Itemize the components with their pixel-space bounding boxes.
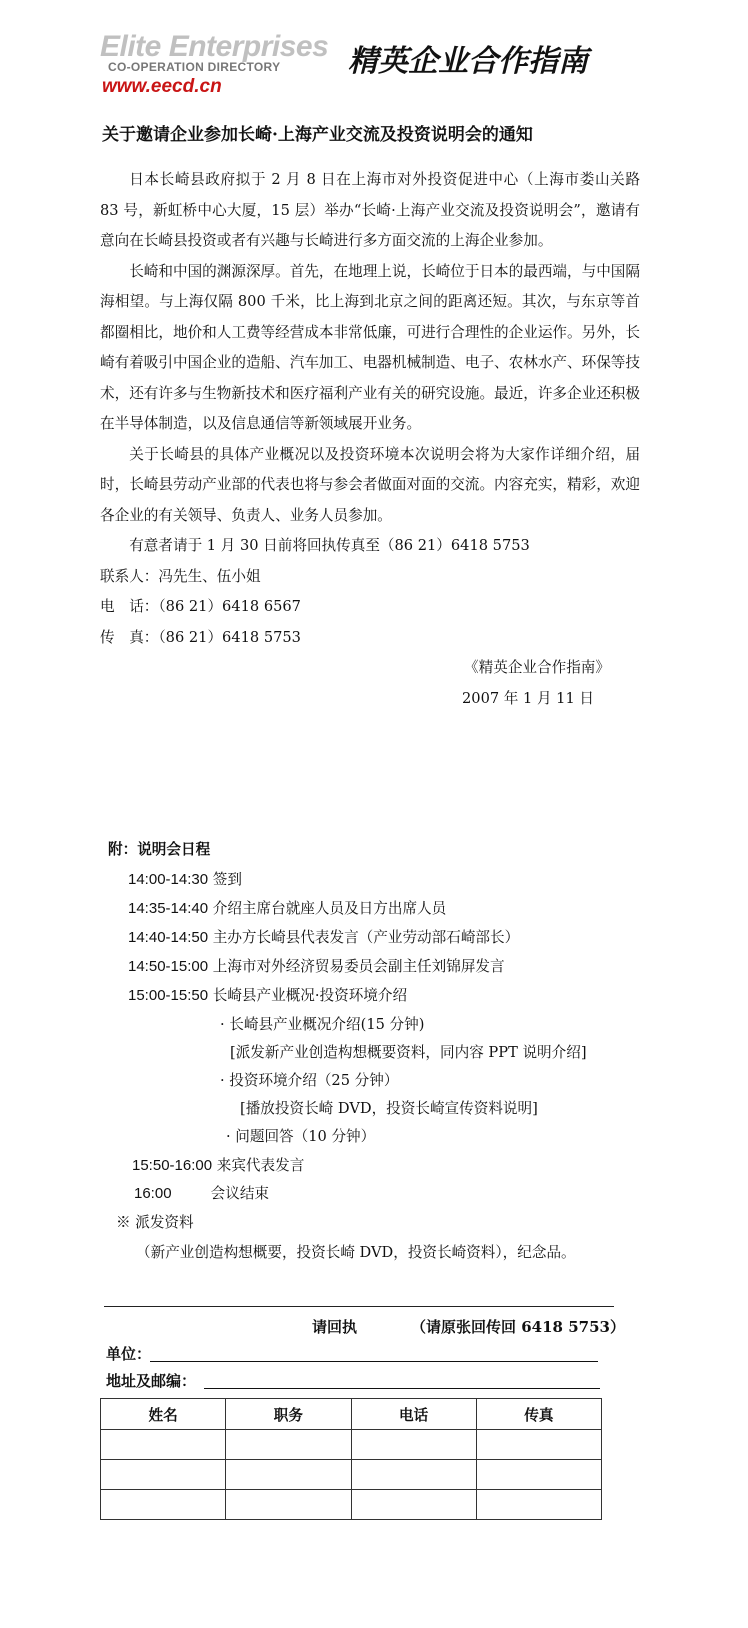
logo-chinese-name: 精英企业合作指南: [348, 44, 588, 79]
schedule-time: 15:50-16:00: [132, 1157, 213, 1174]
materials-text: （新产业创造构想概要，投资长崎 DVD，投资长崎资料），纪念品。: [136, 1244, 576, 1261]
schedule-time: 16:00: [134, 1185, 172, 1202]
schedule-text: 上海市对外经济贸易委员会副主任刘锦屏发言: [212, 958, 505, 975]
signature-org: 《精英企业合作指南》: [464, 659, 610, 676]
schedule-text: 来宾代表发言: [216, 1157, 305, 1174]
column-header-fax: 传真: [476, 1399, 601, 1430]
reply-title: 请回执: [312, 1318, 358, 1336]
brand-logo: [100, 30, 640, 102]
table-cell[interactable]: [351, 1460, 476, 1490]
reply-note: （请原张回传回 6418 5753）: [411, 1318, 625, 1336]
table-cell[interactable]: [476, 1460, 601, 1490]
schedule-text: 主办方长崎县代表发言（产业劳动部石崎部长）: [212, 929, 520, 946]
paragraph-intro: 日本长崎县政府拟于 2 月 8 日在上海市对外投资促进中心（上海市娄山关路 83 号，新虹桥中心大厦，15 层）举办“长崎·上海产业交流及投资说明会”，邀请有意向在长崎县投资或者有兴趣与长崎进行多方面交流的上海企业参加。: [100, 171, 640, 249]
divider: [104, 1306, 614, 1307]
schedule-subitem-note: [派发新产业创造构想概要资料，同内容 PPT 说明介绍]: [230, 1044, 587, 1061]
table-row: [101, 1430, 602, 1460]
logo-url: www.eecd.cn: [102, 76, 222, 97]
schedule-item: [132, 1154, 304, 1175]
notice-title: 关于邀请企业参加长崎·上海产业交流及投资说明会的通知: [102, 125, 533, 145]
schedule-subitem: · 投资环境介绍（25 分钟）: [220, 1072, 399, 1089]
table-cell[interactable]: [101, 1430, 226, 1460]
paragraph-background: 长崎和中国的渊源深厚。首先，在地理上说，长崎位于日本的最西端，与中国隔海相望。与上海仅隔 800 千米，比上海到北京之间的距离还短。其次，与东京等首都圈相比，地价和人工费等经营成本非常低廉，可进行合理性的企业运作。另外，长崎有着吸引中国企业的造船、汽车加工、电器机械制造、电子、农林水产、环保等技术，还有许多与生物新技术和医疗福利产业有关的研究设施。最近，许多企业还积极在半导体制造，以及信息通信等新领域展开业务。: [100, 262, 640, 432]
schedule-text: 会议结束: [210, 1185, 270, 1202]
schedule-item: [134, 1182, 269, 1203]
unit-input-line[interactable]: [150, 1361, 598, 1362]
column-header-phone: 电话: [351, 1399, 476, 1430]
schedule-item: [128, 868, 242, 889]
table-cell[interactable]: [476, 1490, 601, 1520]
schedule-time: 14:50-15:00: [128, 958, 209, 975]
reply-heading: [312, 1316, 625, 1337]
column-header-name: 姓名: [101, 1399, 226, 1430]
table-header-row: [101, 1399, 602, 1430]
table-row: [101, 1490, 602, 1520]
table-cell[interactable]: [351, 1490, 476, 1520]
reply-table: [100, 1398, 602, 1520]
schedule-subitem: · 长崎县产业概况介绍(15 分钟): [220, 1016, 425, 1033]
address-label: 地址及邮编：: [106, 1372, 197, 1390]
schedule-time: 15:00-15:50: [128, 987, 209, 1004]
paragraph-details: 关于长崎县的具体产业概况以及投资环境本次说明会将为大家作详细介绍，届时，长崎县劳动产业部的代表也将与参会者做面对面的交流。内容充实，精彩，欢迎各企业的有关领导、负责人、业务人员参加。: [100, 445, 640, 524]
signature-date: 2007 年 1 月 11 日: [462, 689, 594, 707]
schedule-item: [128, 984, 407, 1005]
column-header-title: 职务: [226, 1399, 351, 1430]
contact-person: 联系人：冯先生、伍小姐: [100, 567, 261, 585]
contact-fax: 传 真：（86 21）6418 5753: [100, 628, 301, 646]
table-row: [101, 1460, 602, 1490]
schedule-time: 14:40-14:50: [128, 929, 209, 946]
schedule-text: 长崎县产业概况·投资环境介绍: [212, 987, 408, 1004]
schedule-text: 签到: [212, 871, 242, 888]
schedule-subitem-note: [播放投资长崎 DVD，投资长崎宣传资料说明]: [240, 1100, 538, 1117]
schedule-subitem: · 问题回答（10 分钟）: [226, 1128, 376, 1145]
table-cell[interactable]: [101, 1490, 226, 1520]
schedule-item: [128, 926, 519, 947]
table-cell[interactable]: [101, 1460, 226, 1490]
address-input-line[interactable]: [204, 1388, 600, 1389]
schedule-time: 14:00-14:30: [128, 871, 209, 888]
schedule-item: [128, 897, 446, 918]
schedule-item: [128, 955, 505, 976]
table-cell[interactable]: [226, 1430, 351, 1460]
table-cell[interactable]: [226, 1460, 351, 1490]
table-cell[interactable]: [476, 1430, 601, 1460]
materials-label: ※ 派发资料: [116, 1214, 194, 1231]
table-cell[interactable]: [226, 1490, 351, 1520]
schedule-heading: 附：说明会日程: [108, 841, 211, 858]
notice-body: [100, 165, 640, 714]
schedule-text: 介绍主席台就座人员及日方出席人员: [212, 900, 447, 917]
contact-phone: 电 话：（86 21）6418 6567: [100, 598, 301, 615]
schedule-time: 14:35-14:40: [128, 900, 209, 917]
unit-label: 单位：: [106, 1345, 152, 1363]
table-cell[interactable]: [351, 1430, 476, 1460]
logo-english-name: Elite Enterprises: [100, 30, 329, 63]
logo-english-subtitle: CO-OPERATION DIRECTORY: [108, 60, 281, 74]
paragraph-deadline: 有意者请于 1 月 30 日前将回执传真至（86 21）6418 5753: [129, 537, 530, 554]
